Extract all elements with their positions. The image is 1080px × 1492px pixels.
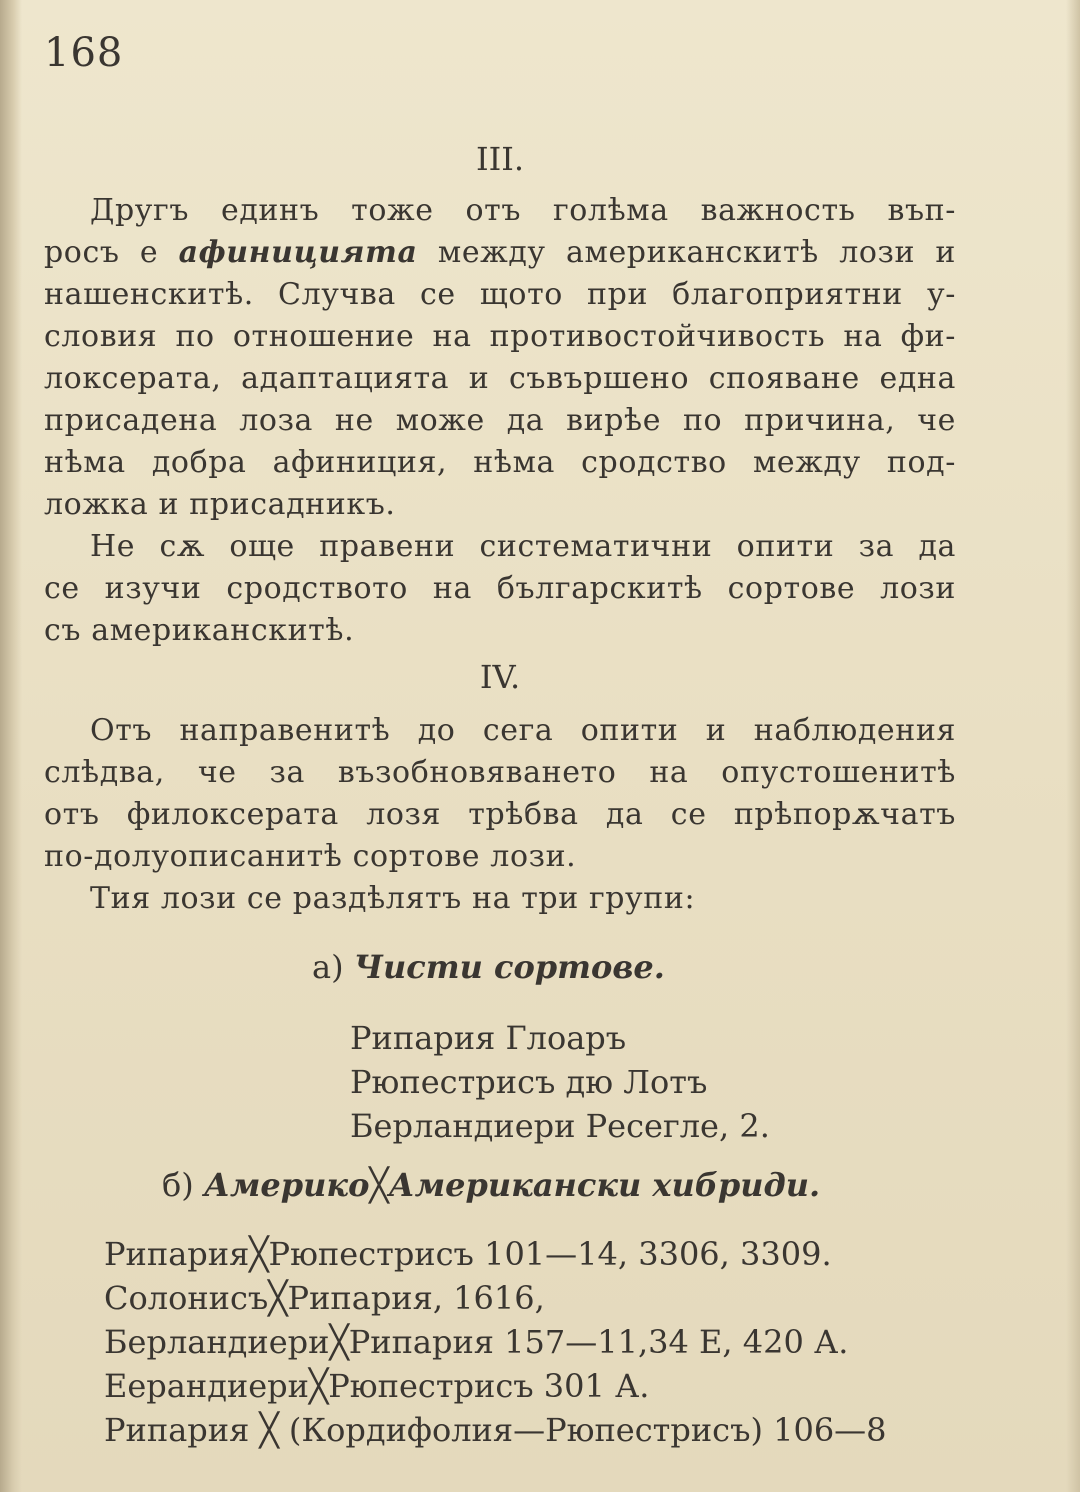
text-line: Отъ направенитѣ до сега опити и наблюдения	[90, 713, 956, 748]
text-line: присадена лоза не може да вирѣе по причина, че	[44, 403, 956, 438]
text-line: отъ филоксерата лозя трѣбва да се прѣпорѫчатъ	[44, 797, 956, 832]
paragraph-no-experiments	[44, 526, 956, 652]
group-a-label: Чисти сортове.	[353, 948, 665, 986]
text-fragment: росъ е	[44, 235, 179, 270]
paragraph-three-groups	[44, 878, 956, 920]
list-item: Берландиери Ресегле, 2.	[350, 1107, 770, 1145]
group-b-list	[104, 1232, 887, 1452]
list-item: Рипария ╳ (Кордифолия—Рюпестрисъ) 106—8	[104, 1411, 887, 1449]
text-line: Не сѫ още правени систематични опити за да	[90, 529, 956, 564]
group-a-title	[312, 948, 665, 986]
list-item: Рюпестрисъ дю Лотъ	[350, 1063, 708, 1101]
text-line: слѣдва, че за възобновяването на опустошенитѣ	[44, 755, 956, 790]
text-line: се изучи сродството на българскитѣ сортове лози	[44, 571, 956, 606]
text-line: съ американскитѣ.	[44, 613, 355, 648]
paragraph-recommendations	[44, 710, 956, 878]
text-line: словия по отношение на противостойчивость на фи-	[44, 319, 956, 354]
group-a-marker: а)	[312, 948, 344, 986]
paragraph-affinity	[44, 190, 956, 526]
text-fragment: между американскитѣ лози и	[417, 235, 956, 270]
page-right-edge-shadow	[1066, 0, 1080, 1492]
group-b-label: Америко╳Американски хибриди.	[203, 1166, 821, 1204]
group-b-marker: б)	[162, 1166, 194, 1204]
list-item: Солонисъ╳Рипария, 1616,	[104, 1279, 545, 1317]
text-line: ложка и присадникъ.	[44, 487, 396, 522]
section-heading-iii: III.	[475, 140, 525, 178]
text-line: Тия лози се раздѣлятъ на три групи:	[90, 881, 696, 916]
list-item: Рипария╳Рюпестрисъ 101—14, 3306, 3309.	[104, 1235, 832, 1273]
page-number: 168	[44, 30, 124, 76]
page-left-edge-shadow	[0, 0, 22, 1492]
list-item: Еерандиери╳Рюпестрисъ 301 А.	[104, 1367, 650, 1405]
group-b-title	[162, 1166, 820, 1204]
text-line: по-долуописанитѣ сортове лози.	[44, 839, 577, 874]
text-line: локсерата, адаптацията и съвършено спояване една	[44, 361, 956, 396]
emphasized-term: афиницията	[178, 235, 418, 270]
text-line: нѣма добра афиниция, нѣма сродство между под-	[44, 445, 956, 480]
text-line	[44, 232, 956, 274]
group-a-list	[350, 1016, 770, 1148]
section-heading-iv: IV.	[479, 658, 521, 696]
text-line: Другъ единъ тоже отъ голѣма важность въп-	[90, 193, 956, 228]
text-line: нашенскитѣ. Случва се щото при благоприятни у-	[44, 277, 956, 312]
list-item: Рипария Глоаръ	[350, 1019, 627, 1057]
list-item: Берландиери╳Рипария 157—11,34 Е, 420 А.	[104, 1323, 849, 1361]
